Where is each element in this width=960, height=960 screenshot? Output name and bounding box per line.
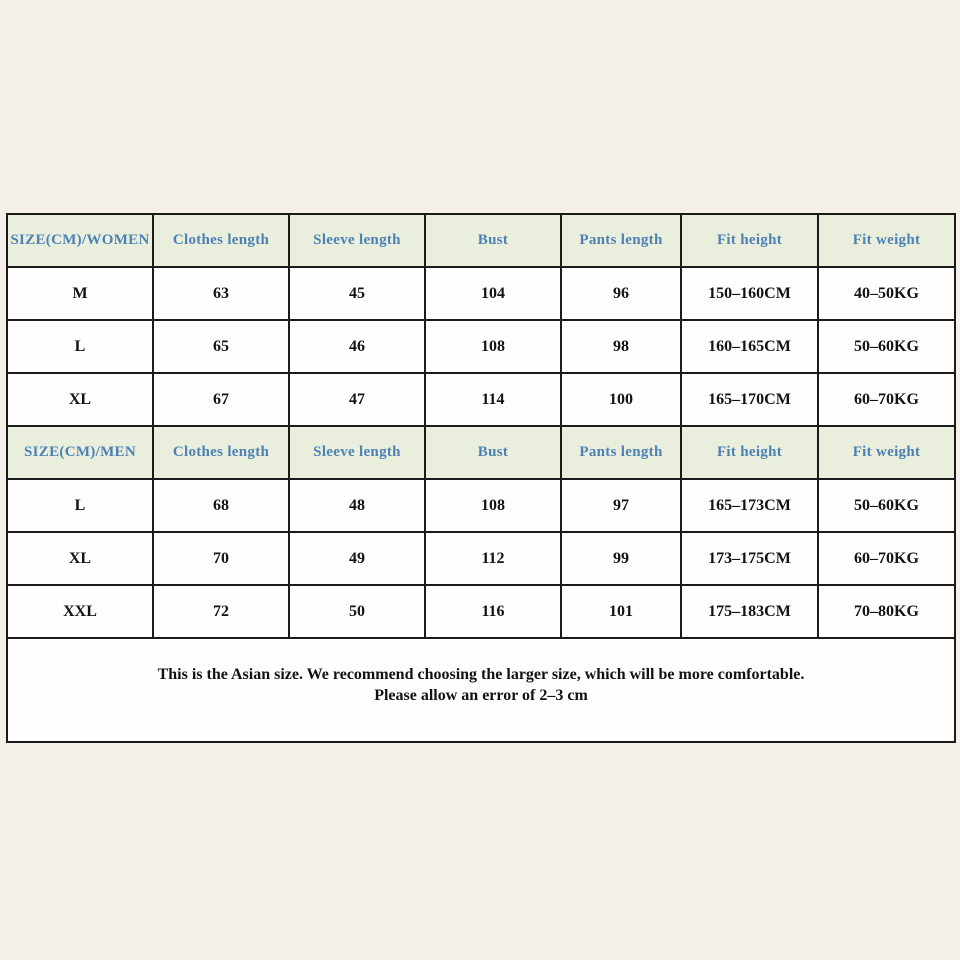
size-label: XL: [7, 373, 153, 426]
clothes-length-value: 63: [153, 267, 289, 320]
clothes-length-value: 65: [153, 320, 289, 373]
column-header-bust: Bust: [425, 426, 561, 479]
column-header-pants-length: Pants length: [561, 426, 681, 479]
pants-length-value: 100: [561, 373, 681, 426]
sleeve-length-value: 49: [289, 532, 425, 585]
sleeve-length-value: 45: [289, 267, 425, 320]
column-header-clothes-length: Clothes length: [153, 214, 289, 267]
pants-length-value: 98: [561, 320, 681, 373]
column-header-clothes-length: Clothes length: [153, 426, 289, 479]
pants-length-value: 97: [561, 479, 681, 532]
pants-length-value: 99: [561, 532, 681, 585]
fit-height-value: 165–173CM: [681, 479, 818, 532]
men-row-l: [7, 479, 955, 532]
men-row-xl: [7, 532, 955, 585]
bust-value: 108: [425, 320, 561, 373]
women-row-xl: [7, 373, 955, 426]
pants-length-value: 101: [561, 585, 681, 638]
bust-value: 104: [425, 267, 561, 320]
size-label: L: [7, 320, 153, 373]
fit-weight-value: 40–50KG: [818, 267, 955, 320]
pants-length-value: 96: [561, 267, 681, 320]
clothes-length-value: 72: [153, 585, 289, 638]
column-header-sleeve-length: Sleeve length: [289, 214, 425, 267]
clothes-length-value: 70: [153, 532, 289, 585]
column-header-fit-weight: Fit weight: [818, 214, 955, 267]
column-header-size-women: SIZE(CM)/WOMEN: [7, 214, 153, 267]
sleeve-length-value: 47: [289, 373, 425, 426]
sleeve-length-value: 46: [289, 320, 425, 373]
women-row-m: [7, 267, 955, 320]
men-header-row: [7, 426, 955, 479]
column-header-bust: Bust: [425, 214, 561, 267]
note-line-1: This is the Asian size. We recommend choosing the larger size, which will be more comfortable.: [157, 666, 805, 683]
column-header-pants-length: Pants length: [561, 214, 681, 267]
clothes-length-value: 68: [153, 479, 289, 532]
clothes-length-value: 67: [153, 373, 289, 426]
note-line-2: Please allow an error of 2–3 cm: [374, 687, 588, 704]
bust-value: 108: [425, 479, 561, 532]
size-note: [7, 638, 955, 742]
column-header-fit-height: Fit height: [681, 214, 818, 267]
men-row-xxl: [7, 585, 955, 638]
column-header-fit-weight: Fit weight: [818, 426, 955, 479]
fit-weight-value: 60–70KG: [818, 532, 955, 585]
size-label: XXL: [7, 585, 153, 638]
women-header-row: [7, 214, 955, 267]
women-row-l: [7, 320, 955, 373]
fit-height-value: 173–175CM: [681, 532, 818, 585]
fit-weight-value: 50–60KG: [818, 320, 955, 373]
fit-weight-value: 70–80KG: [818, 585, 955, 638]
fit-height-value: 165–170CM: [681, 373, 818, 426]
fit-height-value: 150–160CM: [681, 267, 818, 320]
size-label: L: [7, 479, 153, 532]
sleeve-length-value: 48: [289, 479, 425, 532]
column-header-sleeve-length: Sleeve length: [289, 426, 425, 479]
fit-height-value: 160–165CM: [681, 320, 818, 373]
bust-value: 114: [425, 373, 561, 426]
size-label: M: [7, 267, 153, 320]
note-row: [7, 638, 955, 742]
size-chart-table: [6, 213, 956, 743]
bust-value: 116: [425, 585, 561, 638]
column-header-size-men: SIZE(CM)/MEN: [7, 426, 153, 479]
bust-value: 112: [425, 532, 561, 585]
fit-height-value: 175–183CM: [681, 585, 818, 638]
size-label: XL: [7, 532, 153, 585]
column-header-fit-height: Fit height: [681, 426, 818, 479]
sleeve-length-value: 50: [289, 585, 425, 638]
fit-weight-value: 50–60KG: [818, 479, 955, 532]
fit-weight-value: 60–70KG: [818, 373, 955, 426]
